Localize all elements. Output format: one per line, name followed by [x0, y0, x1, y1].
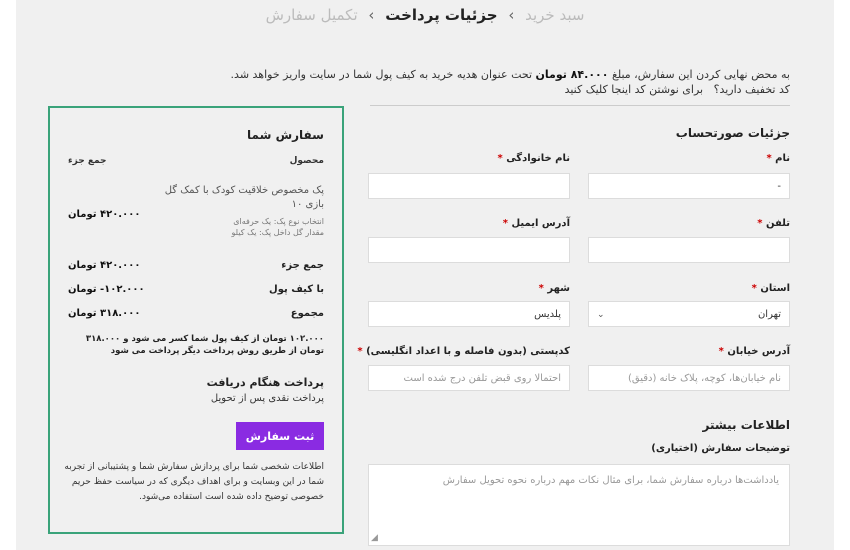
required-mark: *: [538, 283, 544, 294]
billing-title: جزئیات صورتحساب: [675, 126, 790, 140]
subtotal-label: جمع جزء: [281, 260, 324, 271]
first-name-input[interactable]: -: [588, 173, 790, 199]
divider: [370, 105, 790, 106]
breadcrumb-cart[interactable]: سبد خرید: [525, 6, 585, 24]
postcode-label: [357, 346, 570, 357]
breadcrumb-complete-order: تکمیل سفارش: [265, 6, 358, 24]
total-value: ۳۱۸.۰۰۰ تومان: [68, 308, 141, 319]
wallet-deduction-note: ۱۰۲.۰۰۰ تومان از کیف پول شما کسر می شود و ۳۱۸.۰۰۰ تومان از طریق روش پرداخت دیگر پرداخت می شود: [85, 334, 324, 356]
order-summary-title: سفارش شما: [247, 128, 324, 142]
postcode-input[interactable]: احتمالا روی قبض تلفن درج شده است: [368, 365, 570, 391]
wallet-label: با کیف پول: [269, 284, 324, 295]
order-notes-textarea[interactable]: [368, 464, 790, 546]
required-mark: *: [502, 218, 509, 229]
coupon-link[interactable]: برای نوشتن کد اینجا کلیک کنید: [564, 83, 704, 96]
required-mark: *: [357, 346, 363, 357]
product-name: پک مخصوص خلاقیت کودک با کمک گل بازی ۱۰: [164, 185, 324, 210]
state-label: [752, 283, 790, 294]
checkout-page: [16, 0, 834, 550]
street-input[interactable]: نام خیابان‌ها، کوچه، پلاک خانه (دقیق): [588, 365, 790, 391]
coupon-question: کد تخفیف دارید؟: [713, 83, 790, 96]
first-name-label: [766, 153, 790, 164]
required-mark: *: [751, 283, 757, 294]
total-label: مجموع: [290, 308, 324, 319]
state-select[interactable]: [588, 301, 790, 327]
product-meta-clay-amount: مقدار گل داخل پک: یک کیلو: [231, 228, 324, 237]
city-label-text: شهر: [547, 283, 570, 294]
breadcrumb-separator: ›: [368, 6, 375, 24]
notice-text-suffix: تحت عنوان هدیه خرید به کیف پول شما در سایت واریز خواهد شد.: [230, 68, 533, 81]
resize-handle-icon[interactable]: ◢: [371, 533, 378, 543]
additional-info-title: اطلاعات بیشتر: [702, 418, 790, 432]
last-name-label-text: نام خانوادگی: [506, 153, 570, 164]
required-mark: *: [497, 153, 503, 164]
phone-label: [757, 218, 790, 229]
chevron-down-icon: ⌄: [597, 310, 605, 320]
state-select-value: تهران: [757, 309, 781, 320]
privacy-notice: اطلاعات شخصی شما برای پردازش سفارش شما و پشتیبانی از تجربه شما در این وبسایت و برای اهداف دیگری که در سیاست حفظ حریم خصوصی توضیح داده شده است استفاده می‌شود.: [64, 462, 324, 502]
street-label: [719, 346, 790, 357]
city-label: [539, 283, 570, 294]
wallet-gift-notice: [230, 66, 790, 83]
order-notes-placeholder: یادداشت‌ها درباره سفارش شما، برای مثال نکات مهم درباره نحوه تحویل سفارش: [442, 475, 779, 486]
required-mark: *: [766, 153, 772, 164]
email-label-text: آدرس ایمیل: [511, 218, 570, 229]
product-meta-pack-type: انتخاب نوع پک: یک حرفه‌ای: [233, 217, 324, 226]
required-mark: *: [757, 218, 763, 229]
city-input[interactable]: پلدیس: [368, 301, 570, 327]
coupon-prompt: [450, 83, 790, 96]
postcode-label-text: کدپستی (بدون فاصله و با اعداد انگلیسی): [366, 346, 570, 357]
column-subtotal-header: جمع جزء: [68, 156, 107, 166]
breadcrumb-payment-details: جزئیات پرداخت: [385, 6, 498, 24]
subtotal-value: ۴۲۰.۰۰۰ تومان: [68, 260, 141, 271]
notice-text-prefix: به محض نهایی کردن این سفارش، مبلغ: [611, 68, 790, 81]
email-input[interactable]: [368, 237, 570, 263]
breadcrumb-separator: ›: [508, 6, 515, 24]
required-mark: *: [718, 346, 724, 357]
first-name-label-text: نام: [775, 153, 790, 164]
email-label: [503, 218, 570, 229]
street-label-text: آدرس خیابان: [727, 346, 790, 357]
payment-method-title: پرداخت هنگام دریافت: [206, 376, 324, 389]
breadcrumb: [16, 6, 834, 24]
last-name-label: [497, 153, 570, 164]
state-label-text: استان: [760, 283, 790, 294]
payment-method-description: پرداخت نقدی پس از تحویل: [210, 393, 324, 404]
order-notes-label: توضیحات سفارش (اختیاری): [651, 443, 790, 454]
wallet-value: ۱۰۲.۰۰۰- تومان: [68, 284, 145, 295]
place-order-button[interactable]: ثبت سفارش: [236, 422, 324, 450]
phone-input[interactable]: [588, 237, 790, 263]
last-name-input[interactable]: [368, 173, 570, 199]
product-price: ۴۲۰.۰۰۰ تومان: [68, 209, 141, 220]
notice-amount: ۸۴.۰۰۰ تومان: [535, 68, 609, 81]
phone-label-text: تلفن: [765, 218, 790, 229]
column-product-header: محصول: [289, 156, 324, 166]
order-summary: [48, 106, 344, 534]
